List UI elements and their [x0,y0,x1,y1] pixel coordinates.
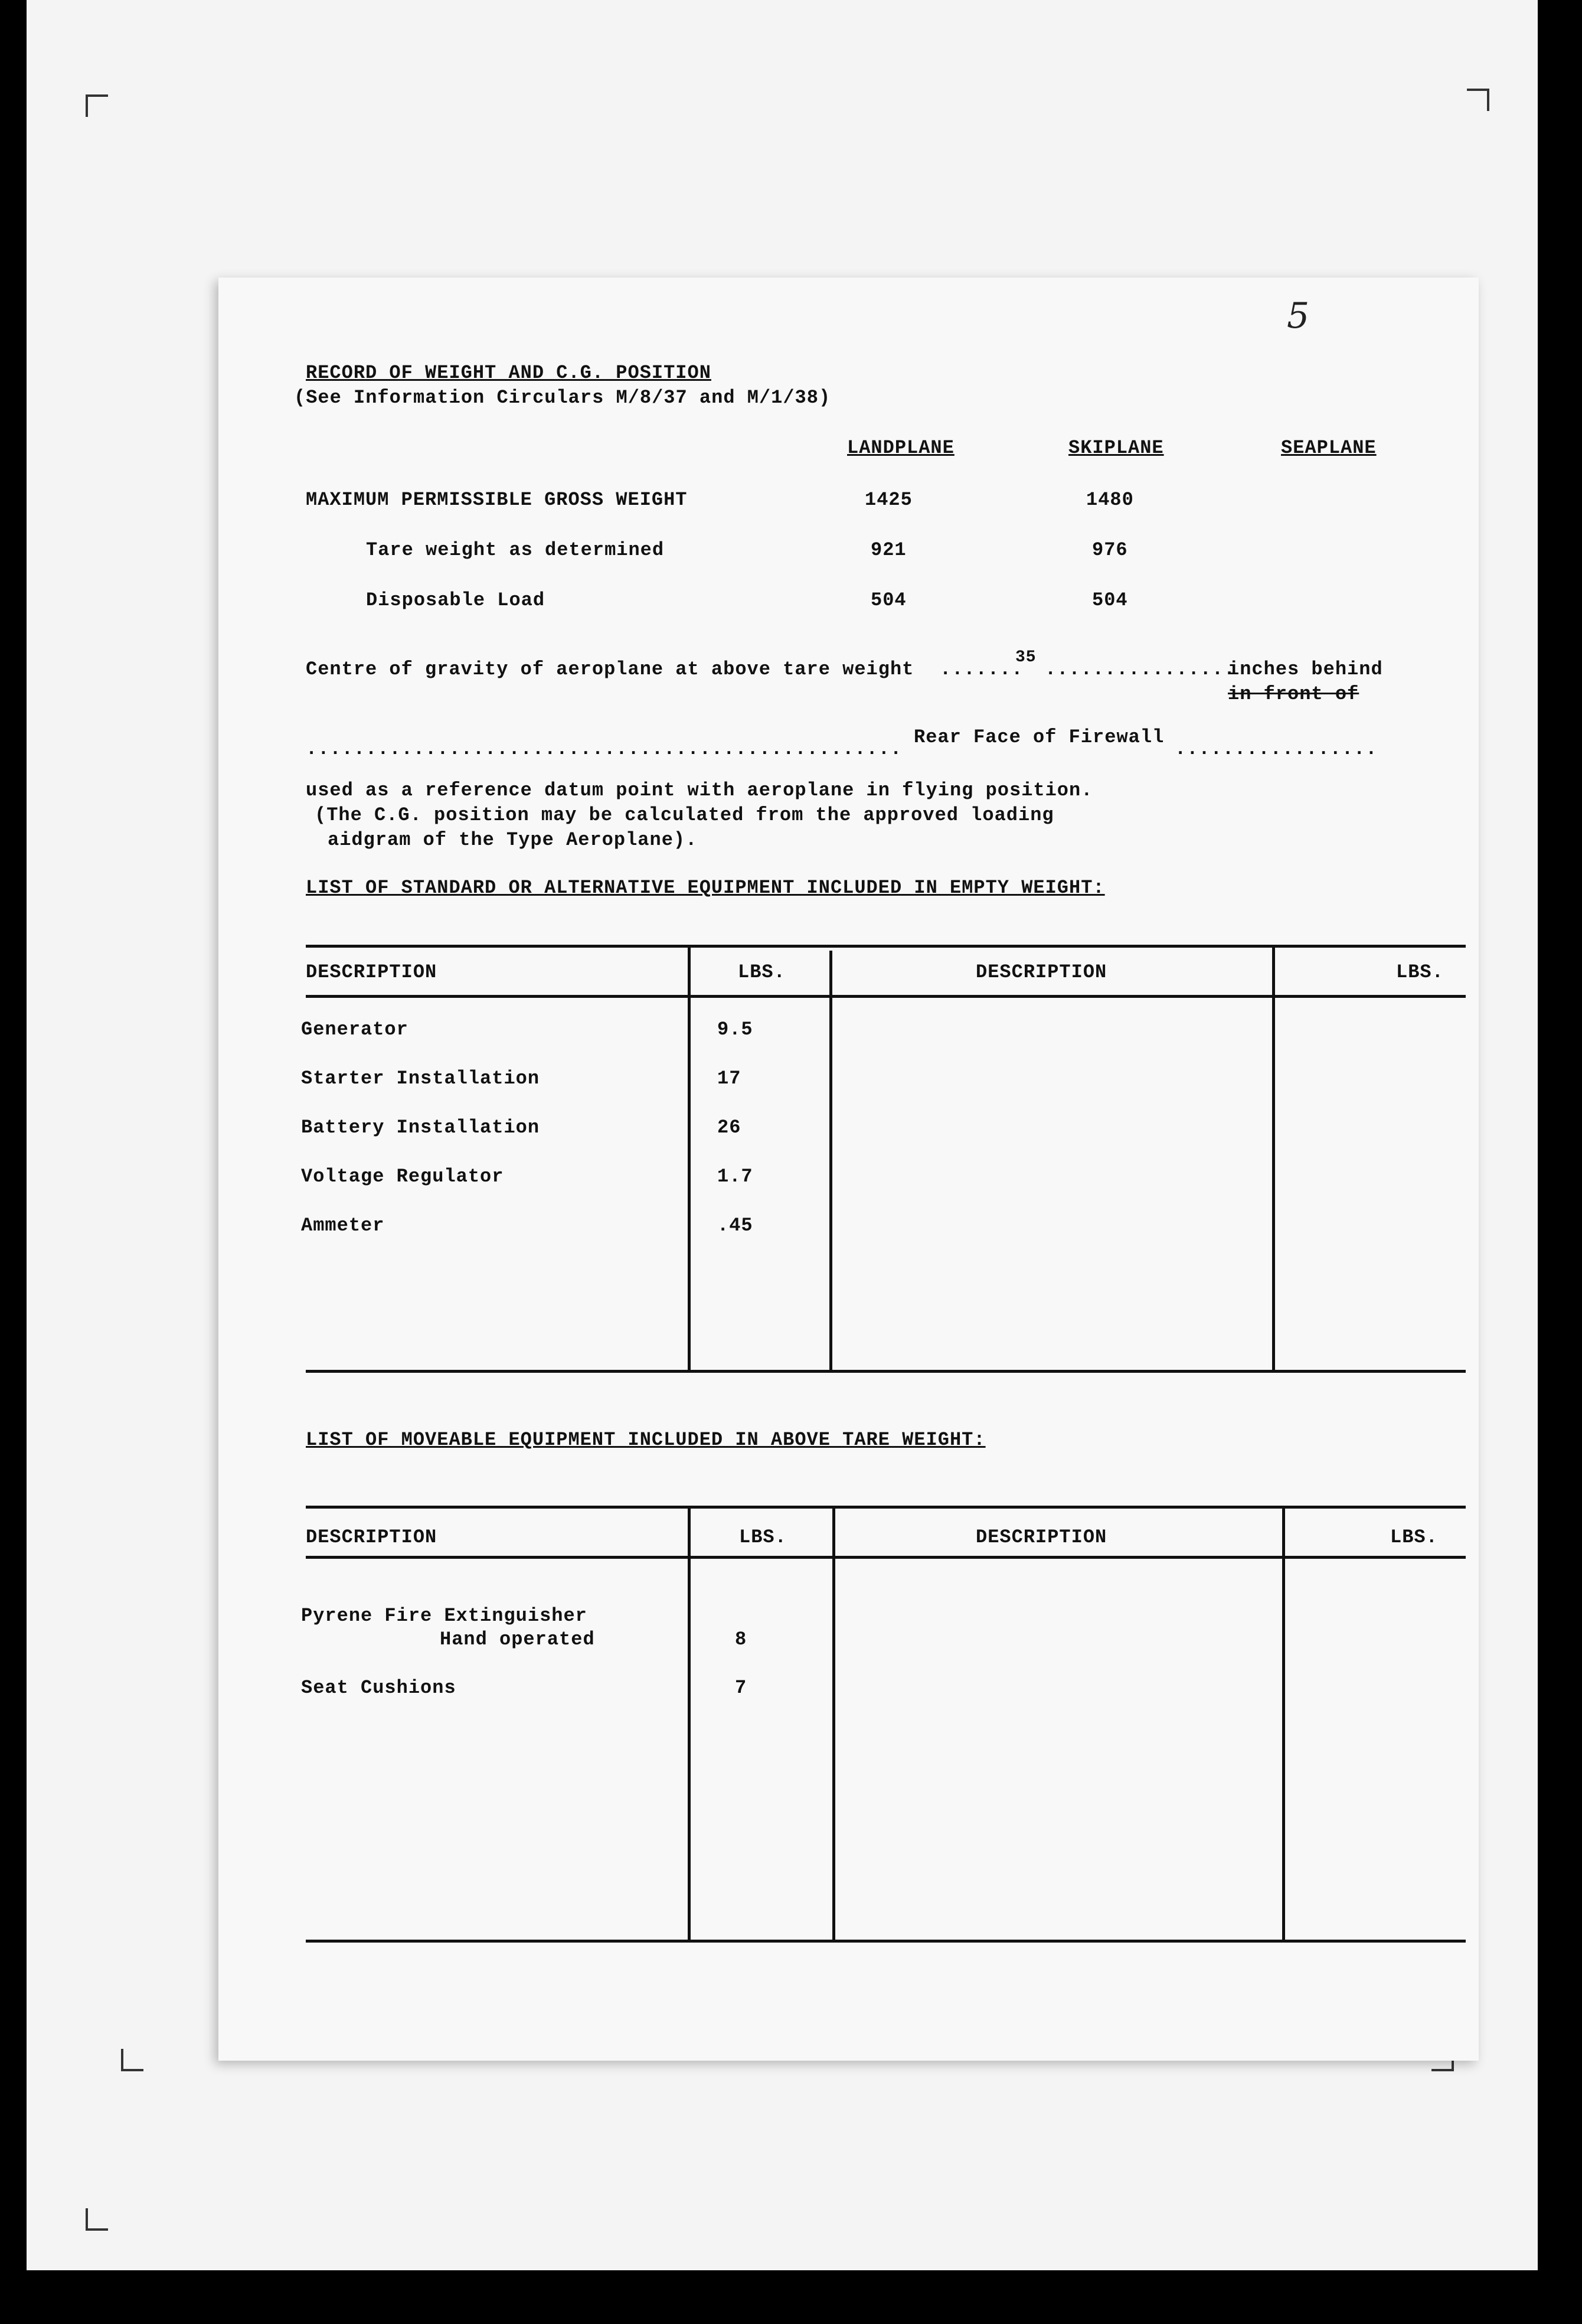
std-table-divider-3 [1272,945,1275,1373]
col-seaplane: SEAPLANE [1281,437,1377,459]
cg-suffix: inches behind [1228,658,1383,680]
row-label-max-gross: MAXIMUM PERMISSIBLE GROSS WEIGHT [306,489,688,511]
crop-mark-top-right [1467,89,1489,111]
std-col-description: DESCRIPTION [306,961,437,983]
std-item-lbs: 26 [717,1117,741,1138]
std-table-divider-2 [829,951,832,1373]
max-gross-skiplane: 1480 [1086,489,1134,511]
page-number: 5 [1287,295,1310,337]
std-col-lbs-2: LBS. [1396,961,1444,983]
std-table-divider-1 [688,945,691,1373]
datum-leader-dots-b: ................. [1175,738,1378,760]
document-sheet [218,278,1479,2061]
crop-mark-bottom-left-outer [86,2208,108,2231]
cg-note-1: used as a reference datum point with aeroplane in flying position. [306,779,1093,801]
row-label-tare: Tare weight as determined [366,539,665,561]
std-item-lbs: 1.7 [717,1166,753,1187]
max-gross-landplane: 1425 [865,489,913,511]
mov-col-lbs: LBS. [739,1526,787,1548]
mov-item-lbs: 7 [735,1677,747,1699]
tare-landplane: 921 [871,539,907,561]
col-landplane: LANDPLANE [847,437,955,459]
std-col-description-2: DESCRIPTION [976,961,1107,983]
std-table-top-rule [306,945,1466,948]
cg-datum: Rear Face of Firewall [914,726,1165,748]
mov-item-lbs: 8 [735,1628,747,1650]
std-item-description: Voltage Regulator [301,1166,504,1187]
row-label-disposable: Disposable Load [366,589,545,611]
document-title: RECORD OF WEIGHT AND C.G. POSITION [306,362,711,384]
cg-struck-text: in front of [1228,683,1359,705]
mov-item-description-line-2: Hand operated [440,1628,595,1650]
col-skiplane: SKIPLANE [1068,437,1164,459]
disposable-landplane: 504 [871,589,907,611]
mov-table-header-rule [306,1556,1466,1559]
std-item-description: Battery Installation [301,1117,540,1138]
std-item-description: Ammeter [301,1215,385,1236]
cg-leader-dots-a: ....... [940,658,1024,680]
datum-leader-dots-a: .................................................. [306,738,903,760]
std-item-lbs: 17 [717,1068,741,1089]
mov-col-description: DESCRIPTION [306,1526,437,1548]
crop-mark-bottom-left [121,2049,143,2071]
cg-leader-dots-b: ................ [1045,658,1236,680]
mov-col-description-2: DESCRIPTION [976,1526,1107,1548]
std-item-description: Starter Installation [301,1068,540,1089]
cg-lead: Centre of gravity of aeroplane at above tare weight [306,658,914,680]
std-table-header-rule [306,995,1466,998]
std-item-lbs: 9.5 [717,1019,753,1040]
cg-value: 35 [1015,648,1037,667]
mov-table-divider-1 [688,1506,691,1943]
disposable-skiplane: 504 [1092,589,1128,611]
std-table-bottom-rule [306,1370,1466,1373]
mov-item-description: Pyrene Fire Extinguisher [301,1605,587,1627]
std-item-lbs: .45 [717,1215,753,1236]
cg-note-3: aidgram of the Type Aeroplane). [328,829,698,851]
mov-item-description: Seat Cushions [301,1677,456,1699]
mov-table-top-rule [306,1506,1466,1509]
mov-col-lbs-2: LBS. [1390,1526,1438,1548]
document-subtitle: (See Information Circulars M/8/37 and M/1/38) [294,387,831,409]
crop-mark-top-left [86,94,108,117]
moveable-equipment-heading: LIST OF MOVEABLE EQUIPMENT INCLUDED IN ABOVE TARE WEIGHT: [306,1429,986,1451]
std-item-description: Generator [301,1019,408,1040]
mov-table-divider-3 [1282,1506,1285,1943]
mov-table-divider-2 [832,1506,835,1943]
mov-table-bottom-rule [306,1940,1466,1943]
tare-skiplane: 976 [1092,539,1128,561]
std-col-lbs: LBS. [738,961,786,983]
cg-note-2: (The C.G. position may be calculated from the approved loading [315,804,1054,826]
standard-equipment-heading: LIST OF STANDARD OR ALTERNATIVE EQUIPMENT INCLUDED IN EMPTY WEIGHT: [306,877,1105,899]
